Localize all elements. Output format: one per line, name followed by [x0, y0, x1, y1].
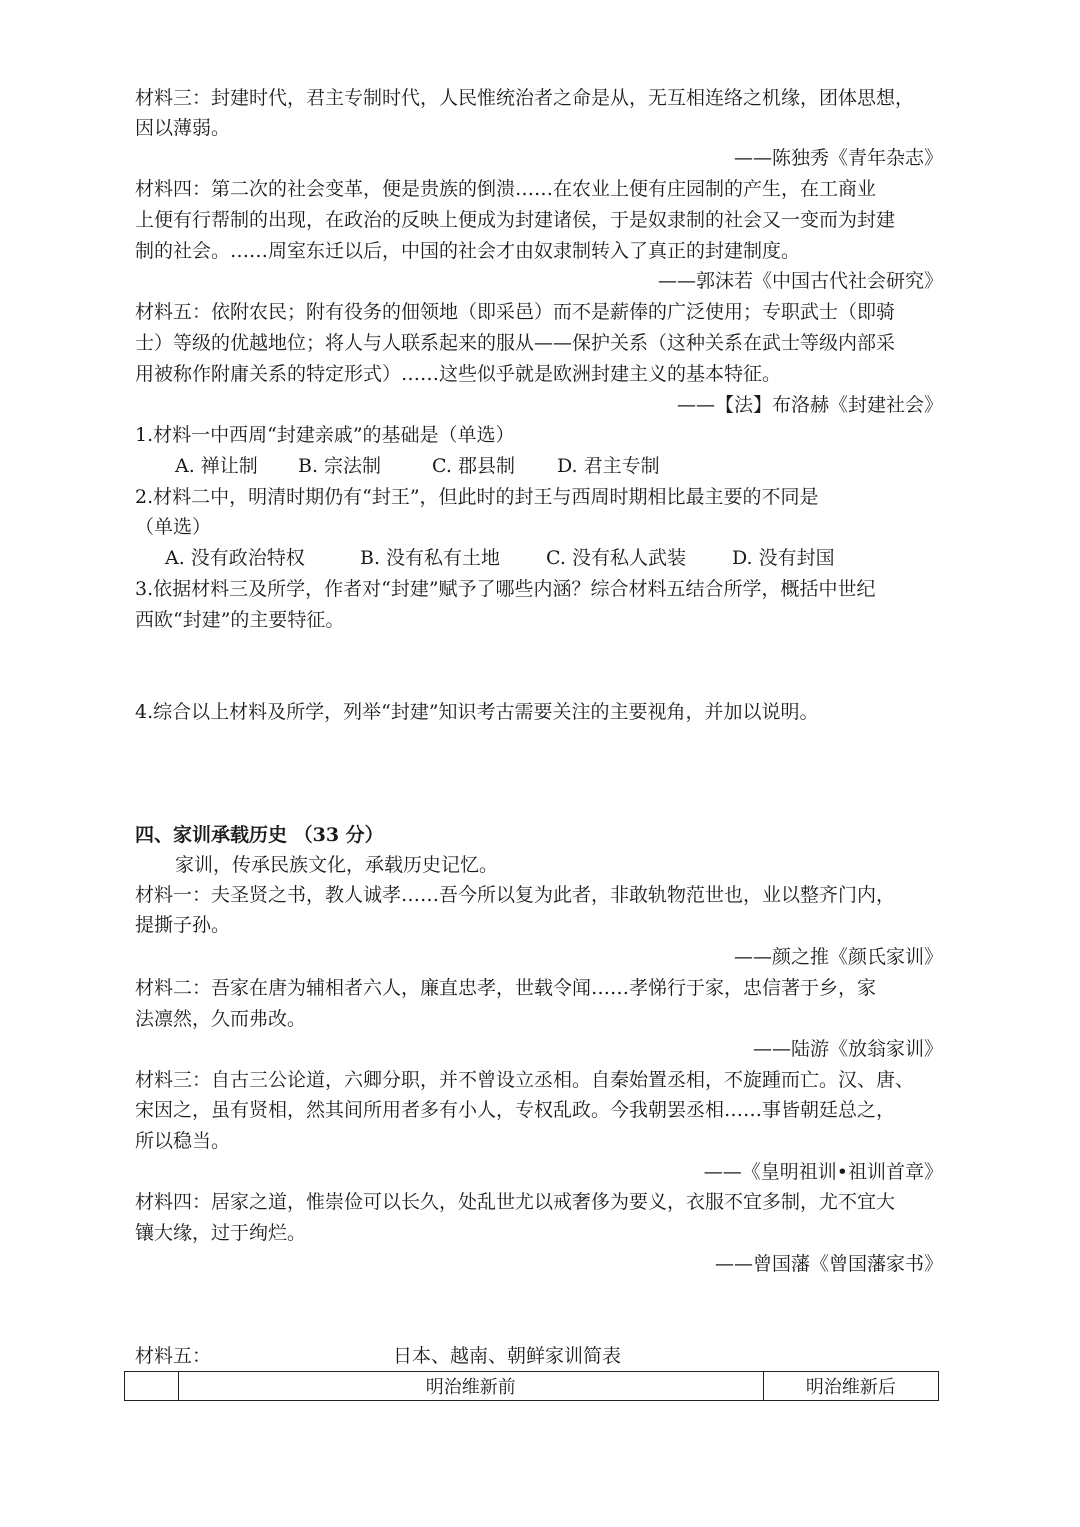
q2-stem-line1: 2.材料二中，明清时期仍有“封王”，但此时的封王与西周时期相比最主要的不同是	[135, 486, 819, 508]
material4-source: ——郭沫若《中国古代社会研究》	[657, 270, 943, 292]
q3-line1: 3.依据材料三及所学，作者对“封建”赋予了哪些内涵？综合材料五结合所学，概括中世纪	[135, 578, 876, 600]
q1-option-c: C. 郡县制	[432, 455, 515, 477]
p4-material4-line1: 材料四：居家之道，惟崇俭可以长久，处乱世尤以戒奢侈为要义，衣服不宜多制，尤不宜大	[135, 1191, 896, 1213]
table-header-after-meiji: 明治维新后	[763, 1372, 938, 1401]
material5-line1: 材料五：依附农民；附有役务的佃领地（即采邑）而不是薪俸的广泛使用；专职武士（即骑	[135, 301, 896, 323]
q1-stem: 1.材料一中西周“封建亲戚”的基础是（单选）	[135, 424, 515, 446]
q1-option-d: D. 君主专制	[557, 455, 660, 477]
q2-option-a: A. 没有政治特权	[165, 547, 305, 569]
q2-option-b: B. 没有私有土地	[360, 547, 501, 569]
material5-source: ——【法】布洛赫《封建社会》	[676, 394, 943, 416]
family-instruction-table	[124, 1371, 939, 1401]
p4-material2-source: ——陆游《放翁家训》	[752, 1038, 943, 1060]
p4-material1-line2: 提撕子孙。	[135, 914, 231, 936]
section4-intro: 家训，传承民族文化，承载历史记忆。	[175, 854, 499, 876]
p4-material2-line2: 法凛然，久而弗改。	[135, 1008, 307, 1030]
material4-line2: 上便有行帮制的出现，在政治的反映上便成为封建诸侯，于是奴隶制的社会又一变而为封建	[135, 209, 896, 231]
section4-heading: 四、家训承载历史 （33 分）	[135, 824, 384, 846]
q1-option-a: A. 禅让制	[175, 455, 258, 477]
table-header-row	[125, 1372, 939, 1401]
q4-stem: 4.综合以上材料及所学，列举“封建”知识考古需要关注的主要视角，并加以说明。	[135, 701, 819, 723]
p4-material3-line2: 宋因之，虽有贤相，然其间所用者多有小人，专权乱政。今我朝罢丞相……事皆朝廷总之，	[135, 1099, 896, 1121]
p4-material3-line1: 材料三：自古三公论道，六卿分职，并不曾设立丞相。自秦始置丞相，不旋踵而亡。汉、唐、	[135, 1069, 915, 1091]
p4-material1-line1: 材料一：夫圣贤之书，教人诚孝……吾今所以复为此者，非敢轨物范世也，业以整齐门内，	[135, 884, 896, 906]
q2-option-d: D. 没有封国	[732, 547, 835, 569]
p4-material1-source: ——颜之推《颜氏家训》	[733, 946, 943, 968]
table-header-before-meiji: 明治维新前	[178, 1372, 763, 1401]
material5-line2: 士）等级的优越地位；将人与人联系起来的服从——保护关系（这种关系在武士等级内部采	[135, 332, 896, 354]
family-instruction-table-title: 日本、越南、朝鲜家训简表	[393, 1345, 622, 1367]
material5-line3: 用被称作附庸关系的特定形式）……这些似乎就是欧洲封建主义的基本特征。	[135, 363, 782, 385]
p4-material4-source: ——曾国藩《曾国藩家书》	[714, 1253, 943, 1275]
q2-option-c: C. 没有私人武装	[546, 547, 686, 569]
p4-material5-label: 材料五：	[135, 1345, 212, 1367]
material3-line1: 材料三：封建时代，君主专制时代，人民惟统治者之命是从，无互相连络之机缘，团体思想，	[135, 87, 915, 109]
q1-option-b: B. 宗法制	[298, 455, 382, 477]
material4-line3: 制的社会。……周室东迁以后，中国的社会才由奴隶制转入了真正的封建制度。	[135, 240, 801, 262]
p4-material4-line2: 镶大缘，过于绚烂。	[135, 1222, 307, 1244]
p4-material3-line3: 所以稳当。	[135, 1130, 231, 1152]
q2-stem-line2: （单选）	[135, 516, 212, 538]
material3-source: ——陈独秀《青年杂志》	[733, 147, 943, 169]
p4-material3-source: ——《皇明祖训•祖训首章》	[703, 1161, 943, 1183]
material3-line2: 因以薄弱。	[135, 117, 231, 139]
p4-material2-line1: 材料二：吾家在唐为辅相者六人，廉直忠孝，世载令闻……孝悌行于家，忠信著于乡，家	[135, 977, 877, 999]
table-header-blank	[125, 1372, 179, 1401]
q3-line2: 西欧“封建”的主要特征。	[135, 609, 345, 631]
material4-line1: 材料四：第二次的社会变革，便是贵族的倒溃……在农业上便有庄园制的产生，在工商业	[135, 178, 877, 200]
